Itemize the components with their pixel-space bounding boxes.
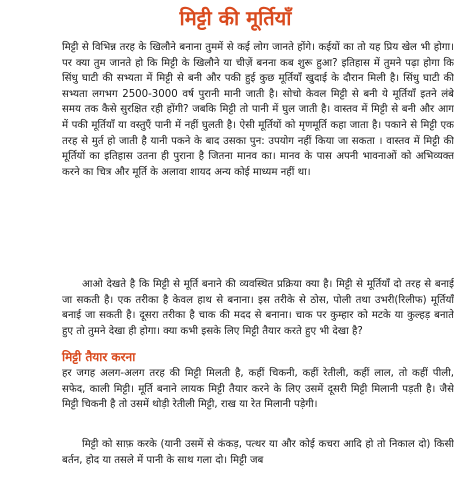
paragraph-cleaning: मिट्टी को साफ़ करके (यानी उसमें से कंकड़, पत्थर या और कोई कचरा आदि हो तो निकाल दो) किसी बर्तन, होद या तसले में पानी के साथ गला दो। मिट्टी जब (62, 439, 454, 466)
page-title: मिट्टी की मूर्तियाँ (179, 6, 292, 30)
paragraph-history: मिट्टी से विभिन्न तरह के खिलौने बनाना तुममें से कई लोग जानते होंगे। कईयों का तो यह प्रिय खेल भी होगा। पर क्या तुम जानते हो कि मिट्टी के खिलौने या चीज़ें बनना कब शुरू हुआ? इतिहास में तुमने पढ़ा होगा कि सिंधु घाटी की सभ्यता में मिट्टी से बनी और पकी हुई कुछ मूर्तियाँ खुदाई के दौरान मिली है। सिंधु घाटी की सभ्यता लगभग 2500-3000 वर्ष पुरानी मानी जाती है। सोचो केवल मिट्टी से बनी ये मूर्तियाँ इतने लंबे समय तक कैसे सुरक्षित रही होंगी? जबकि मिट्टी तो पानी में घुल जाती है। वास्तव में मिट्टी से बनी और आग में पकी मूर्तियाँ या वस्तुएँ पानी में नहीं घुलती है। ऐसी मूर्तियों को मृणमूर्ति कहा जाता है। पकाने से मिट्टी एक तरह से मुर्त हो जाती है यानी पकने के बाद उसका पुन: उपयोग नहीं किया जा सकता । वास्तव में मिट्टी की मूर्तियों का इतिहास उतना ही पुराना है जितना मानव का। मानव के पास अपनी भावनाओं को अभिव्यक्त करने का चित्र और मूर्ति के अलावा शायद अन्य कोई माध्यम नहीं था। (62, 42, 454, 178)
paragraph-soil-types: हर जगह अलग-अलग तरह की मिट्टी मिलती है, कहीं चिकनी, कहीं रेतीली, कहीं लाल, तो कहीं पीली, सफेद, काली मिट्टी। मूर्ति बनाने लायक मिट्टी तैयार करने के लिए उसमें दूसरी मिट्टी मिलानी पड़ती है। जैसे मिट्टी चिकनी है तो उसमें थोड़ी रेतीली मिट्टी, राख या रेत मिलानी पड़ेगी। (62, 368, 454, 411)
paragraph-process: आओ देखते है कि मिट्टी से मूर्ति बनाने की व्यवस्थित प्रक्रिया क्या है। मिट्टी से मूर्तियाँ दो तरह से बनाई जा सकती है। एक तरीका है केवल हाथ से बनाना। इस तरीके से ठोस, पोली तथा उभरी(रिलीफ) मूर्तियाँ बनाई जा सकती है। दूसरा तरीका है चाक की मदद से बनाना। चाक पर कुम्हार को मटके या कुल्हड़ बनाते हुए तो तुमने देखा ही होगा। क्या कभी इसके लिए मिट्टी तैयार करते हुए भी देखा है? (62, 279, 454, 337)
section-heading: मिट्टी तैयार करना (62, 350, 136, 364)
